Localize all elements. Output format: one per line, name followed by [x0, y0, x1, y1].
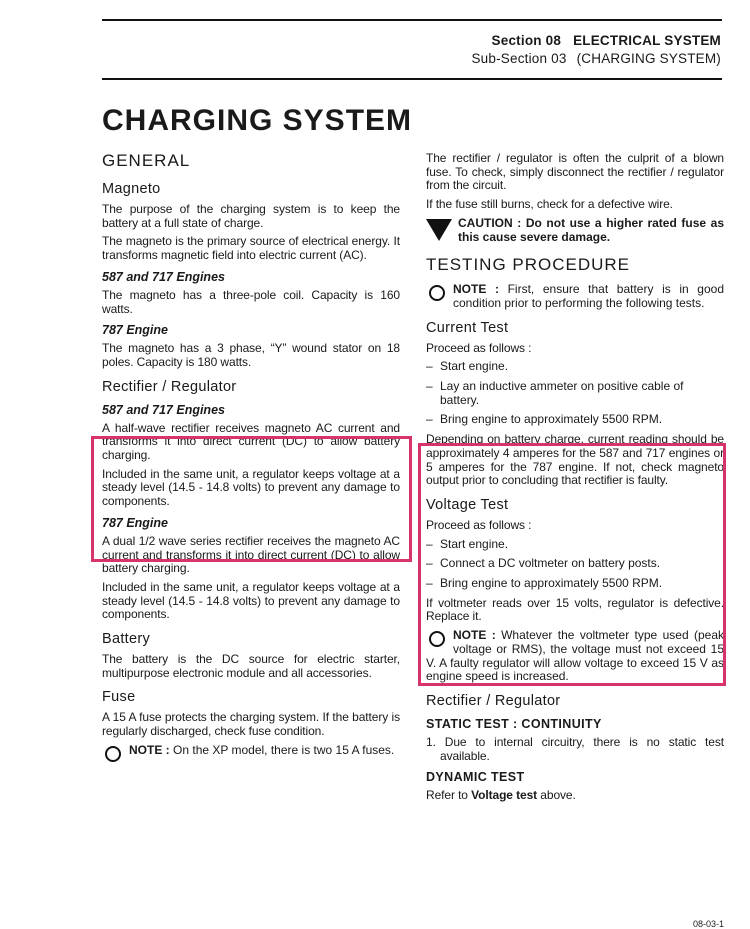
right-column — [426, 152, 724, 808]
rectifier-paragraph: Included in the same unit, a regulator keeps voltage at a steady level (14.5 - 14.8 volts) to prevent any damage to components. — [102, 466, 400, 509]
rectifier-test-heading: Rectifier / Regulator — [426, 692, 561, 709]
engine-subheading: 587 and 717 Engines — [102, 269, 225, 284]
voltage-test-steps — [426, 538, 724, 591]
list-item: – Bring engine to approximately 5500 RPM. — [426, 576, 663, 591]
list-item: – Bring engine to approximately 5500 RPM. — [426, 412, 663, 427]
general-heading: GENERAL — [102, 151, 191, 170]
wire-paragraph: If the fuse still burns, check for a defective wire. — [426, 197, 673, 212]
magneto-paragraph: The purpose of the charging system is to keep the battery at a full state of charge. — [102, 202, 400, 230]
current-test-intro: Proceed as follows : — [426, 340, 532, 355]
voltmeter-note: NOTE : Whatever the voltmeter type used (peak voltage or RMS), the voltage must not exceed 15 V. A faulty regulator will allow voltage to exceed 15 V as engine speed is increased. — [426, 628, 724, 684]
engine-subheading: 787 Engine — [102, 323, 168, 338]
magneto-paragraph: The magneto is the primary source of electrical energy. It transforms magnetic field into electric current (AC). — [102, 234, 400, 263]
battery-heading: Battery — [102, 631, 151, 648]
voltage-test-paragraph: If voltmeter reads over 15 volts, regulator is defective. Replace it. — [426, 595, 724, 624]
fuse-culprit-paragraph: The rectifier / regulator is often the culprit of a blown fuse. To check, simply disconnect the rectifier / regulator from the circuit. — [426, 151, 724, 193]
engine-subheading: 587 and 717 Engines — [102, 402, 225, 417]
note-circle-icon — [429, 631, 445, 647]
static-test-heading: STATIC TEST : CONTINUITY — [426, 716, 602, 731]
dynamic-test-heading: DYNAMIC TEST — [426, 770, 525, 785]
current-test-paragraph: Depending on battery charge, current reading should be approximately 4 amperes for the 587 and 717 engines or 5 amperes for the 787 engine. If not, check magneto output prior to concluding that rectifier is faulty. — [426, 432, 724, 488]
current-test-heading: Current Test — [426, 319, 509, 336]
engine-subheading: 787 Engine — [102, 515, 168, 530]
list-item: – Start engine. — [426, 536, 509, 551]
voltage-test-heading: Voltage Test — [426, 496, 509, 513]
note-circle-icon — [429, 285, 445, 301]
static-test-item: 1. Due to internal circuitry, there is no static test available. — [426, 734, 724, 763]
rectifier-paragraph: A dual 1/2 wave series rectifier receives the magneto AC current and transforms it into direct current (DC) to allow battery charging. — [102, 533, 400, 576]
note-circle-icon — [105, 746, 121, 762]
testing-note: NOTE : First, ensure that battery is in good condition prior to performing the following tests. — [426, 283, 724, 310]
fuse-note: NOTE : On the XP model, there is two 15 A fuses. — [102, 744, 400, 758]
fuse-paragraph: A 15 A fuse protects the charging system. If the battery is regularly discharged, check fuse condition. — [102, 710, 400, 739]
dynamic-test-paragraph: Refer to Voltage test above. — [426, 788, 576, 803]
magneto-787-paragraph: The magneto has a 3 phase, “Y” wound stator on 18 poles. Capacity is 180 watts. — [102, 341, 400, 369]
battery-paragraph: The battery is the DC source for electric starter, multipurpose electronic module and all accessories. — [102, 652, 400, 680]
fuse-heading: Fuse — [102, 689, 136, 706]
caution-triangle-icon — [426, 219, 452, 241]
testing-procedure-heading: TESTING PROCEDURE — [426, 255, 631, 275]
page-number: 08-03-1 — [692, 919, 724, 929]
current-test-steps — [426, 360, 724, 427]
magneto-587-paragraph: The magneto has a three-pole coil. Capacity is 160 watts. — [102, 287, 400, 316]
section-header: Section 08 ELECTRICAL SYSTEM — [491, 33, 721, 48]
subsection-header: Sub-Section 03 (CHARGING SYSTEM) — [471, 51, 721, 66]
header-rule-top — [102, 19, 722, 21]
rectifier-paragraph: A half-wave rectifier receives magneto AC current and transforms it into direct current (DC) to allow battery charging. — [102, 420, 400, 463]
list-item: – Lay an inductive ammeter on positive cable of battery. — [426, 379, 684, 407]
list-item: – Start engine. — [426, 359, 509, 374]
left-column — [102, 150, 400, 764]
rectifier-paragraph: Included in the same unit, a regulator keeps voltage at a steady level (14.5 - 14.8 volts) to prevent any damage to components. — [102, 579, 400, 622]
rectifier-heading: Rectifier / Regulator — [102, 378, 237, 395]
caution-note: CAUTION : Do not use a higher rated fuse as this cause severe damage. — [426, 217, 724, 244]
magneto-heading: Magneto — [102, 181, 161, 197]
list-item: – Connect a DC voltmeter on battery posts. — [426, 556, 661, 571]
voltage-test-intro: Proceed as follows : — [426, 517, 532, 532]
header-rule-bottom — [102, 78, 722, 80]
page-title: CHARGING SYSTEM — [102, 104, 413, 137]
